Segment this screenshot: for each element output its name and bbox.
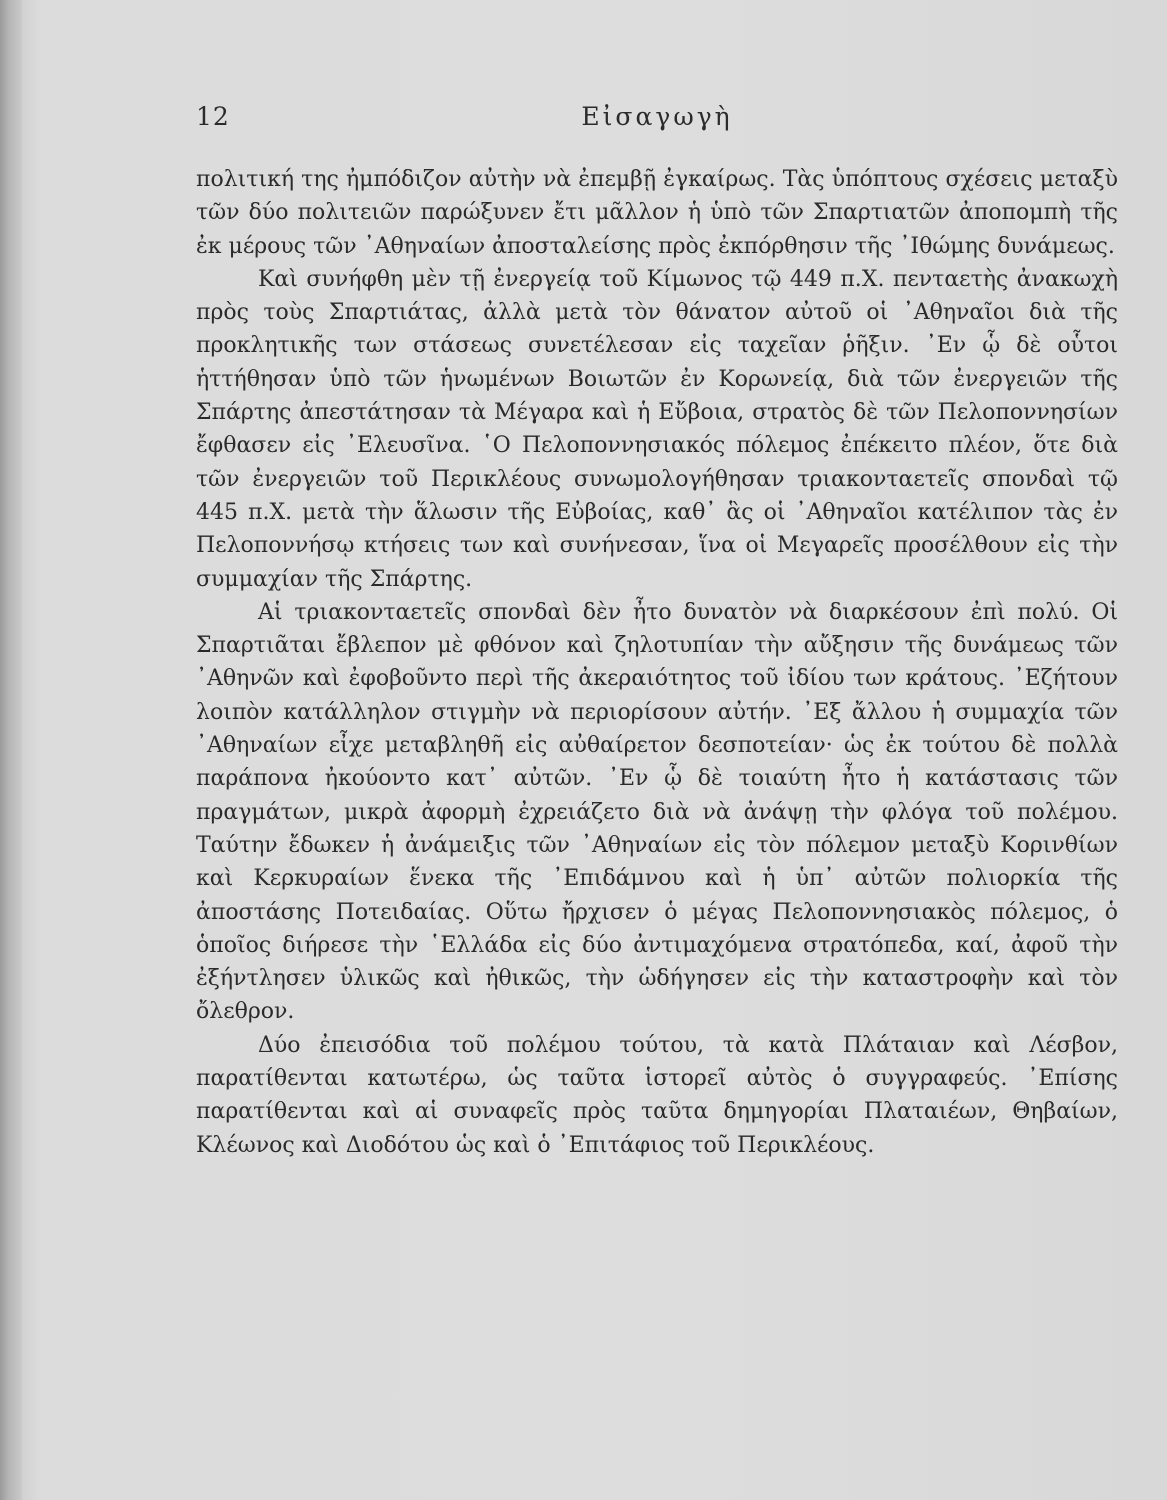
page-binding-edge: [0, 0, 22, 1500]
paragraph-1: πολιτική της ἠμπόδιζον αὐτὴν νὰ ἐπεμβῇ ἐγκαίρως. Τὰς ὑπόπτους σχέσεις μεταξὺ τῶν δύο πολιτειῶν παρώξυνεν ἔτι μᾶλλον ἡ ὑπὸ τῶν Σπαρτιατῶν ἀποπομπὴ τῆς ἐκ μέρους τῶν ᾿Αθηναίων ἀποσταλείσης πρὸς ἐκπόρθησιν τῆς ᾿Ιθώμης δυνάμεως.: [196, 167, 1118, 259]
paragraph-3: Αἱ τριακονταετεῖς σπονδαὶ δὲν ἦτο δυνατὸν νὰ διαρκέσουν ἐπὶ πολύ. Οἱ Σπαρτιᾶται ἔβλεπον μὲ φθόνον καὶ ζηλοτυπίαν τὴν αὔξησιν τῆς δυνάμεως τῶν ᾿Αθηνῶν καὶ ἐφοβοῦντο περὶ τῆς ἀκεραιότητος τοῦ ἰδίου των κράτους. ᾿Εζήτουν λοιπὸν κατάλληλον στιγμὴν νὰ περιορίσουν αὐτήν. ᾿Εξ ἄλλου ἡ συμμαχία τῶν ᾿Αθηναίων εἶχε μεταβληθῆ εἰς αὐθαίρετον δεσποτείαν· ὡς ἐκ τούτου δὲ πολλὰ παράπονα ἠκούοντο κατ᾿ αὐτῶν. ᾿Εν ᾧ δὲ τοιαύτη ἦτο ἡ κατάστασις τῶν πραγμάτων, μικρὰ ἀφορμὴ ἐχρειάζετο διὰ νὰ ἀνάψῃ τὴν φλόγα τοῦ πολέμου. Ταύτην ἔδωκεν ἡ ἀνάμειξις τῶν ᾿Αθηναίων εἰς τὸν πόλεμον μεταξὺ Κορινθίων καὶ Κερκυραίων ἕνεκα τῆς ᾿Επιδάμνου καὶ ἡ ὑπ᾿ αὐτῶν πολιορκία τῆς ἀποστάσης Ποτειδαίας. Οὕτω ἤρχισεν ὁ μέγας Πελοποννησιακὸς πόλεμος, ὁ ὁποῖος διήρεσε τὴν ῾Ελλάδα εἰς δύο ἀντιμαχόμενα στρατόπεδα, καί, ἀφοῦ τὴν ἐξήντλησεν ὑλικῶς καὶ ἠθικῶς, τὴν ὡδήγησεν εἰς τὴν καταστροφὴν καὶ τὸν ὄλεθρον.: [196, 599, 1118, 1025]
body-text: [196, 163, 1118, 1162]
page-number: 12: [196, 102, 230, 131]
paragraph-2: Καὶ συνήφθη μὲν τῇ ἐνεργείᾳ τοῦ Κίμωνος τῷ 449 π.Χ. πενταετὴς ἀνακωχὴ πρὸς τοὺς Σπαρτιάτας, ἀλλὰ μετὰ τὸν θάνατον αὐτοῦ οἱ ᾿Αθηναῖοι διὰ τῆς προκλητικῆς των στάσεως συνετέλεσαν εἰς ταχεῖαν ῥῆξιν. ᾿Εν ᾧ δὲ οὗτοι ἡττήθησαν ὑπὸ τῶν ἡνωμένων Βοιωτῶν ἐν Κορωνείᾳ, διὰ τῶν ἐνεργειῶν τῆς Σπάρτης ἀπεστάτησαν τὰ Μέγαρα καὶ ἡ Εὔβοια, στρατὸς δὲ τῶν Πελοποννησίων ἔφθασεν εἰς ᾿Ελευσῖνα. ῾Ο Πελοποννησιακός πόλεμος ἐπέκειτο πλέον, ὅτε διὰ τῶν ἐνεργειῶν τοῦ Περικλέους συνωμολογήθησαν τριακονταετεῖς σπονδαὶ τῷ 445 π.Χ. μετὰ τὴν ἅλωσιν τῆς Εὐβοίας, καθ᾿ ἃς οἱ ᾿Αθηναῖοι κατέλιπον τὰς ἐν Πελοποννήσῳ κτήσεις των καὶ συνήνεσαν, ἵνα οἱ Μεγαρεῖς προσέλθουν εἰς τὴν συμμαχίαν τῆς Σπάρτης.: [196, 266, 1118, 592]
paragraph-4: Δύο ἐπεισόδια τοῦ πολέμου τούτου, τὰ κατὰ Πλάταιαν καὶ Λέσβον, παρατίθενται κατωτέρω, ὡς ταῦτα ἱστορεῖ αὐτὸς ὁ συγγραφεύς. ᾿Επίσης παρατίθενται καὶ αἱ συναφεῖς πρὸς ταῦτα δημηγορίαι Πλαταιέων, Θηβαίων, Κλέωνος καὶ Διοδότου ὡς καὶ ὁ ᾿Επιτάφιος τοῦ Περικλέους.: [196, 1032, 1118, 1158]
running-title: Εἰσαγωγὴ: [581, 102, 733, 131]
page-header: [196, 102, 1118, 142]
